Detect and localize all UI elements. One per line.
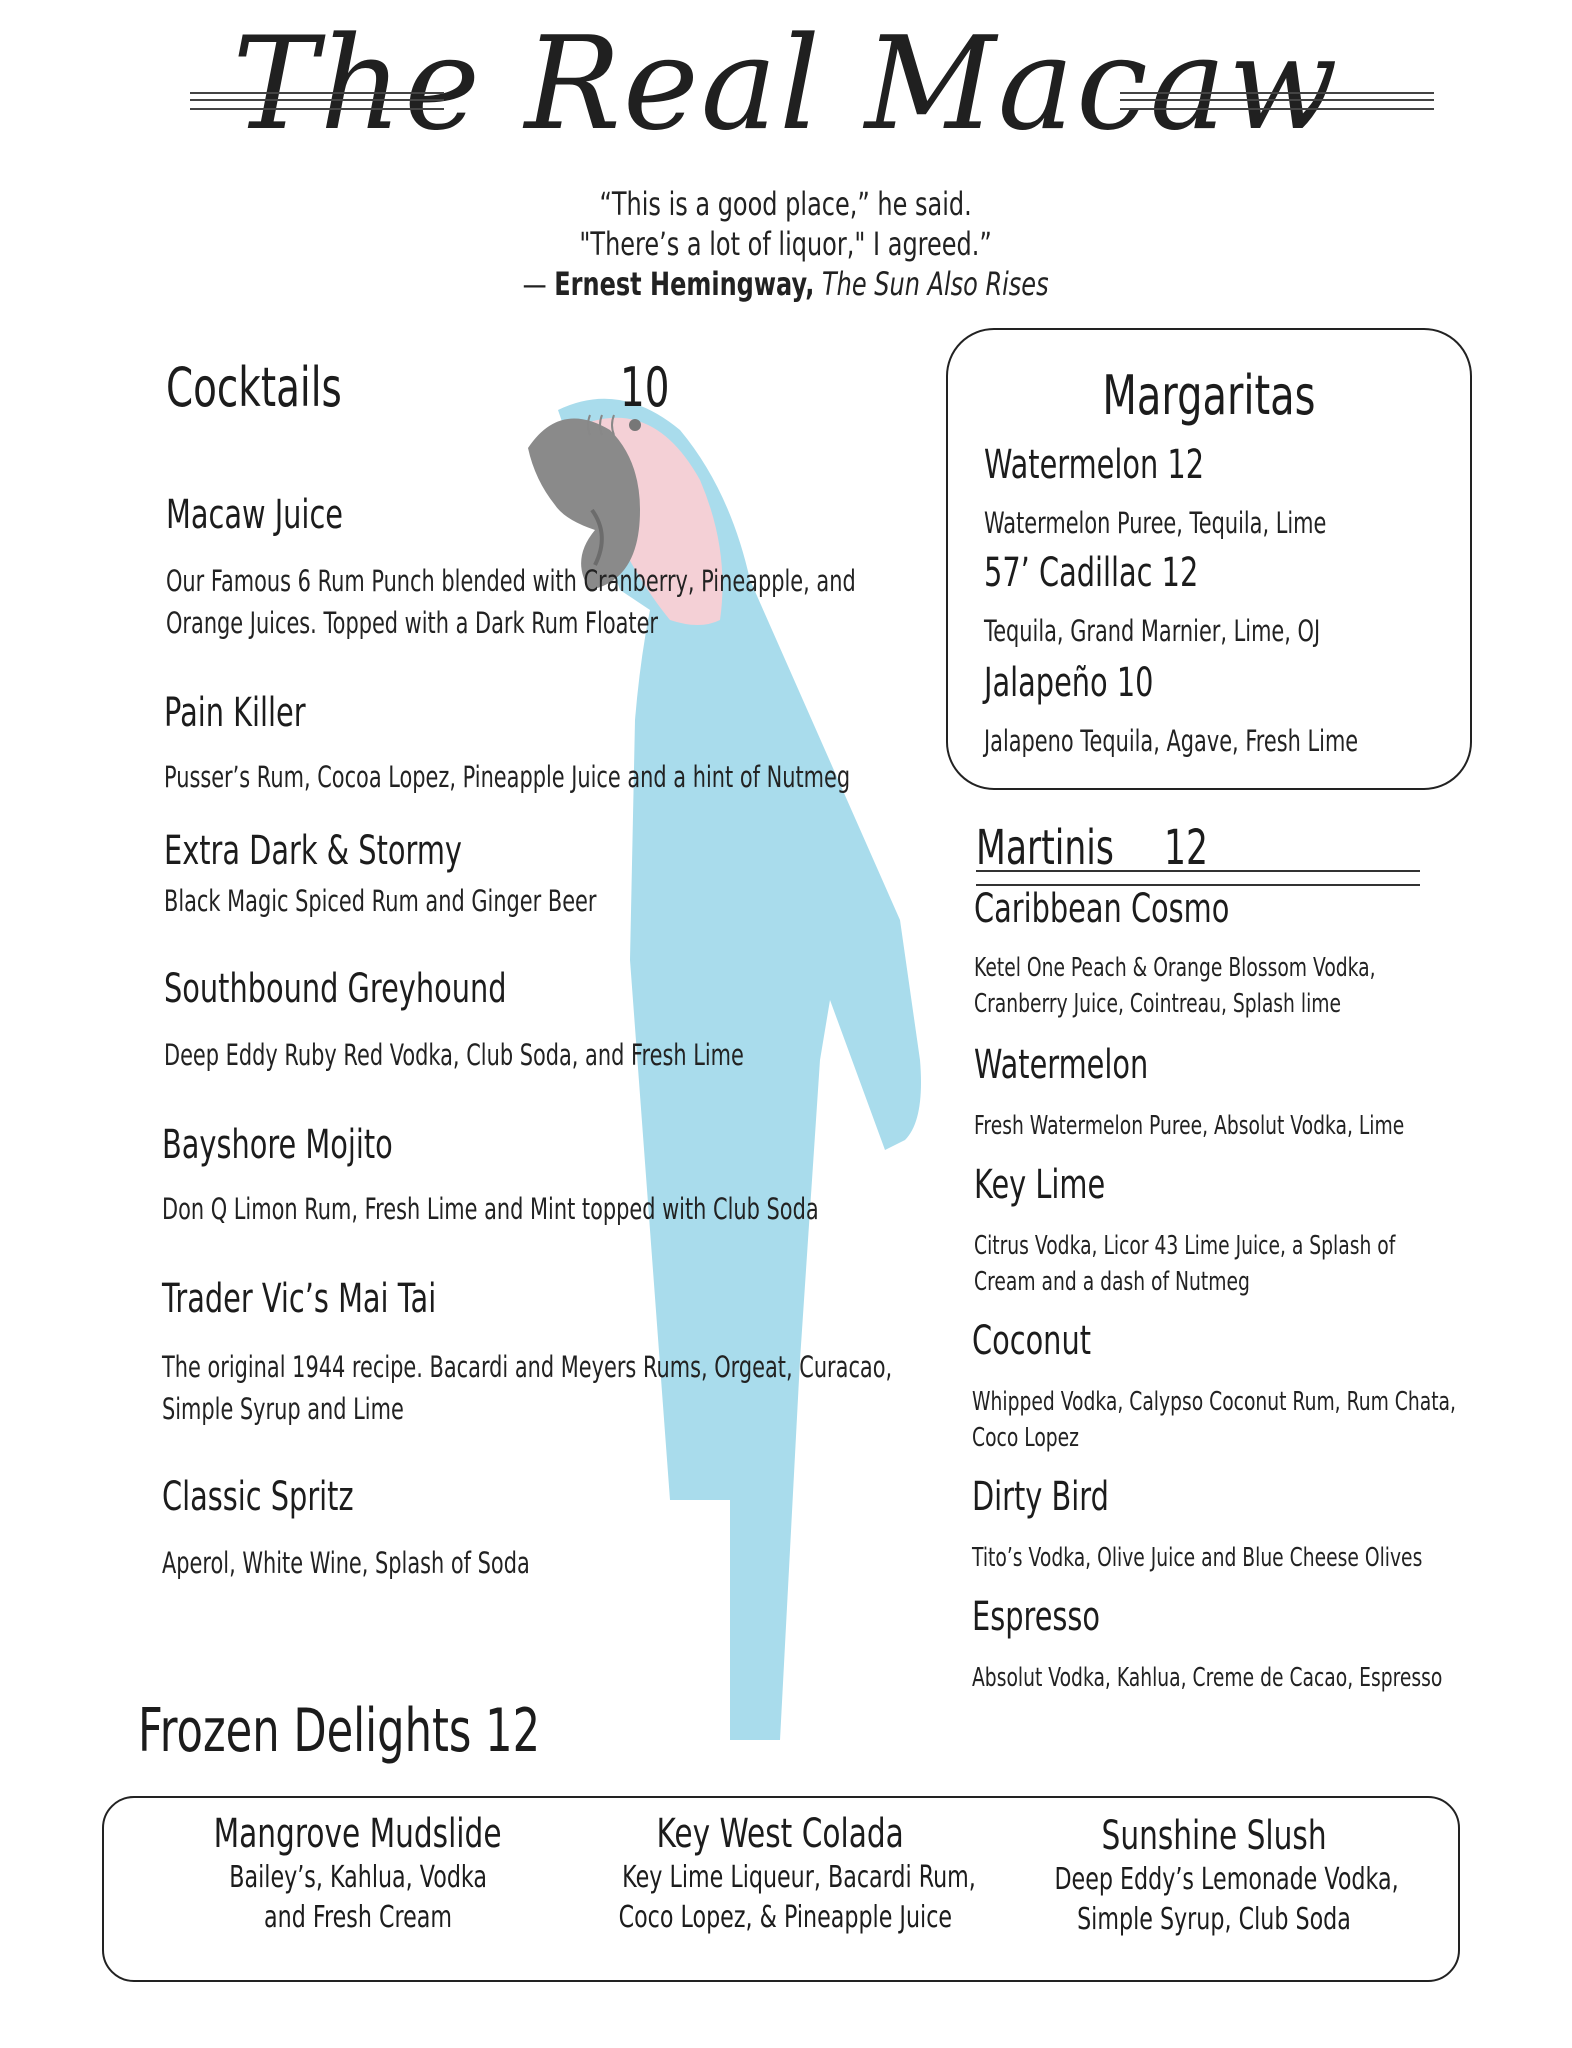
martini-desc: Whipped Vodka, Calypso Coconut Rum, Rum Chata, Coco Lopez	[972, 1387, 1456, 1453]
martinis-title: Martinis	[976, 820, 1114, 876]
margarita-desc: Jalapeno Tequila, Agave, Fresh Lime	[984, 724, 1359, 758]
martini-desc: Fresh Watermelon Puree, Absolut Vodka, Lime	[974, 1111, 1405, 1141]
cocktails-price: 10	[620, 356, 670, 419]
martini-desc: Ketel One Peach & Orange Blossom Vodka, Cranberry Juice, Cointreau, Splash lime	[974, 953, 1376, 1019]
cocktail-name: Classic Spritz	[162, 1474, 354, 1520]
cocktail-desc: Don Q Limon Rum, Fresh Lime and Mint topped with Club Soda	[162, 1192, 819, 1226]
cocktail-name: Bayshore Mojito	[162, 1122, 393, 1168]
cocktail-name: Macaw Juice	[166, 492, 343, 538]
cocktail-desc: Pusser’s Rum, Cocoa Lopez, Pineapple Juice and a hint of Nutmeg	[164, 760, 851, 794]
cocktail-name: Southbound Greyhound	[164, 966, 507, 1012]
martini-name: Dirty Bird	[972, 1474, 1109, 1520]
cocktail-name: Trader Vic’s Mai Tai	[162, 1276, 437, 1322]
frozen-name: Sunshine Slush	[1101, 1813, 1327, 1859]
quote-line-1: “This is a good place,” he said.	[599, 185, 973, 223]
restaurant-title: The Real Macaw	[232, 10, 1340, 159]
cocktail-desc: Black Magic Spiced Rum and Ginger Beer	[164, 884, 597, 918]
martini-name: Watermelon	[974, 1042, 1149, 1088]
title-rule-right	[1120, 92, 1434, 110]
margarita-desc: Tequila, Grand Marnier, Lime, OJ	[984, 614, 1321, 648]
margarita-desc: Watermelon Puree, Tequila, Lime	[984, 506, 1327, 540]
cocktail-desc: Aperol, White Wine, Splash of Soda	[162, 1546, 530, 1580]
margarita-name: Jalapeño 10	[984, 660, 1154, 706]
cocktail-name: Extra Dark & Stormy	[164, 828, 462, 874]
quote-line-2: "There’s a lot of liquor," I agreed.”	[579, 225, 993, 263]
martini-name: Caribbean Cosmo	[974, 886, 1230, 932]
martinis-price: 12	[1164, 820, 1208, 876]
cocktail-desc: The original 1944 recipe. Bacardi and Meyers Rums, Orgeat, Curacao, Simple Syrup and Lime	[162, 1350, 893, 1426]
martini-name: Coconut	[972, 1318, 1091, 1364]
frozen-title: Frozen Delights 12	[138, 1696, 541, 1766]
frozen-item: Mangrove Mudslide Bailey’s, Kahlua, Vodka and Fresh Cream	[214, 1811, 502, 1935]
quote-author: Ernest Hemingway,	[554, 265, 815, 303]
martini-desc: Citrus Vodka, Licor 43 Lime Juice, a Splash of Cream and a dash of Nutmeg	[974, 1231, 1396, 1297]
frozen-name: Mangrove Mudslide	[214, 1811, 502, 1857]
margarita-name: Watermelon 12	[984, 442, 1205, 488]
martini-name: Key Lime	[974, 1162, 1106, 1208]
cocktail-name: Pain Killer	[164, 690, 306, 736]
frozen-item: Sunshine Slush Deep Eddy’s Lemonade Vodka, Simple Syrup, Club Soda	[1054, 1813, 1399, 1937]
frozen-name: Key West Colada	[656, 1811, 904, 1857]
cocktail-desc: Our Famous 6 Rum Punch blended with Cranberry, Pineapple, and Orange Juices. Topped with a Dark Rum Floater	[166, 564, 856, 640]
quote-book: The Sun Also Rises	[822, 265, 1049, 303]
quote-attribution: — Ernest Hemingway, The Sun Also Rises	[523, 265, 1049, 303]
hemingway-quote	[0, 184, 1572, 304]
cocktails-title: Cocktails	[166, 356, 342, 419]
martini-name: Espresso	[972, 1594, 1101, 1640]
frozen-item: Key West Colada Key Lime Liqueur, Bacardi Rum, Coco Lopez, & Pineapple Juice	[618, 1811, 976, 1935]
margarita-name: 57’ Cadillac 12	[984, 550, 1199, 596]
martinis-rule	[976, 870, 1420, 872]
title-rule-left	[190, 92, 444, 110]
cocktail-desc: Deep Eddy Ruby Red Vodka, Club Soda, and Fresh Lime	[164, 1038, 744, 1072]
margaritas-title: Margaritas	[1102, 364, 1316, 427]
martini-desc: Tito’s Vodka, Olive Juice and Blue Cheese Olives	[972, 1543, 1423, 1573]
martini-desc: Absolut Vodka, Kahlua, Creme de Cacao, Espresso	[972, 1663, 1443, 1693]
